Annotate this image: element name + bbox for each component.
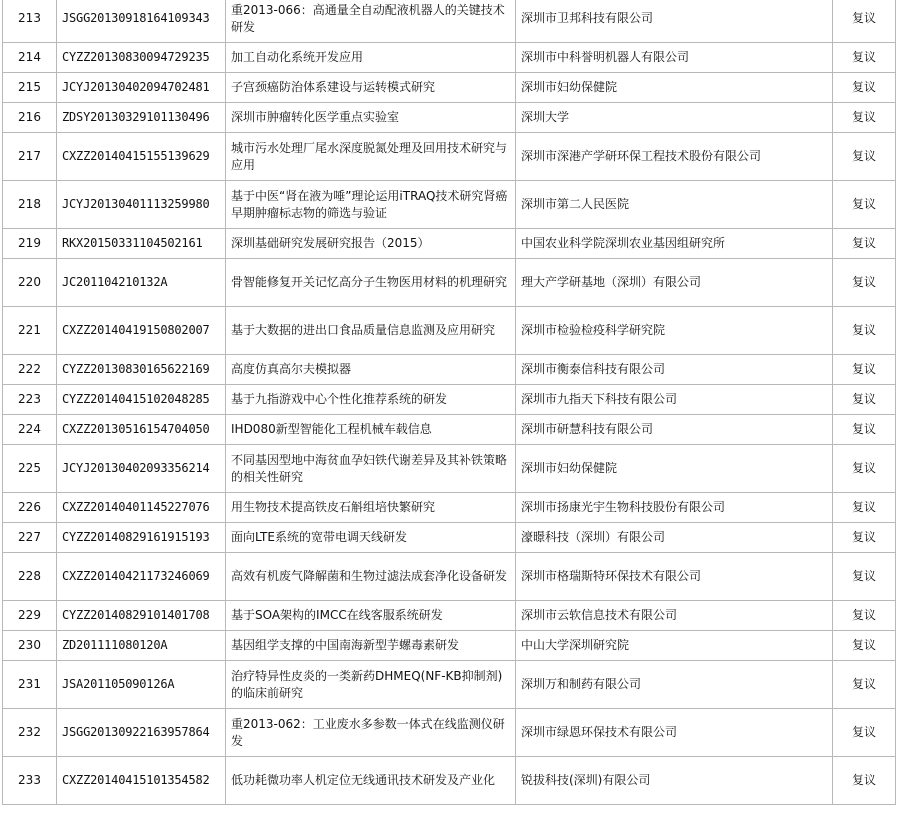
table-row <box>3 259 896 307</box>
table-row <box>3 601 896 631</box>
table-row <box>3 523 896 553</box>
organization-name: 濠暻科技（深圳）有限公司 <box>516 523 833 553</box>
review-result: 复议 <box>833 661 896 709</box>
project-title: 低功耗微功率人机定位无线通讯技术研发及产业化 <box>226 757 516 805</box>
review-result: 复议 <box>833 103 896 133</box>
project-code: RKX20150331104502161 <box>57 229 226 259</box>
project-code: CXZZ20140415101354582 <box>57 757 226 805</box>
review-result: 复议 <box>833 415 896 445</box>
project-title: 基于中医“肾在液为唾”理论运用iTRAQ技术研究肾癌早期肿瘤标志物的筛选与验证 <box>226 181 516 229</box>
review-result: 复议 <box>833 523 896 553</box>
table-body <box>3 0 896 805</box>
project-code: CXZZ20140419150802007 <box>57 307 226 355</box>
project-title: 基于SOA架构的IMCC在线客服系统研发 <box>226 601 516 631</box>
project-title: 深圳基础研究发展研究报告（2015） <box>226 229 516 259</box>
review-result: 复议 <box>833 601 896 631</box>
project-title: 骨智能修复开关记忆高分子生物医用材料的机理研究 <box>226 259 516 307</box>
review-result: 复议 <box>833 385 896 415</box>
project-code: JSGG20130922163957864 <box>57 709 226 757</box>
project-code: JCYJ20130402093356214 <box>57 445 226 493</box>
review-result: 复议 <box>833 259 896 307</box>
project-review-table <box>2 0 896 805</box>
organization-name: 深圳市研慧科技有限公司 <box>516 415 833 445</box>
review-result: 复议 <box>833 181 896 229</box>
organization-name: 中山大学深圳研究院 <box>516 631 833 661</box>
project-title: 基因组学支撑的中国南海新型芋螺毒素研发 <box>226 631 516 661</box>
project-title: 治疗特异性皮炎的一类新药DHMEQ(NF-KB抑制剂)的临床前研究 <box>226 661 516 709</box>
table-row <box>3 493 896 523</box>
organization-name: 深圳市妇幼保健院 <box>516 73 833 103</box>
row-number: 224 <box>3 415 57 445</box>
table-row <box>3 415 896 445</box>
review-result: 复议 <box>833 229 896 259</box>
row-number: 215 <box>3 73 57 103</box>
row-number: 218 <box>3 181 57 229</box>
review-result: 复议 <box>833 133 896 181</box>
project-title: 高效有机废气降解菌和生物过滤法成套净化设备研发 <box>226 553 516 601</box>
row-number: 232 <box>3 709 57 757</box>
organization-name: 深圳市深港产学研环保工程技术股份有限公司 <box>516 133 833 181</box>
organization-name: 深圳市妇幼保健院 <box>516 445 833 493</box>
row-number: 221 <box>3 307 57 355</box>
organization-name: 深圳市衡泰信科技有限公司 <box>516 355 833 385</box>
row-number: 216 <box>3 103 57 133</box>
table-row <box>3 307 896 355</box>
row-number: 227 <box>3 523 57 553</box>
row-number: 213 <box>3 0 57 43</box>
row-number: 214 <box>3 43 57 73</box>
row-number: 223 <box>3 385 57 415</box>
project-code: CXZZ20140421173246069 <box>57 553 226 601</box>
organization-name: 深圳市格瑞斯特环保技术有限公司 <box>516 553 833 601</box>
project-code: JCYJ20130401113259980 <box>57 181 226 229</box>
organization-name: 深圳市扬康光宇生物科技股份有限公司 <box>516 493 833 523</box>
row-number: 230 <box>3 631 57 661</box>
table-row <box>3 553 896 601</box>
review-result: 复议 <box>833 709 896 757</box>
organization-name: 深圳市九指天下科技有限公司 <box>516 385 833 415</box>
review-result: 复议 <box>833 757 896 805</box>
project-title: 基于九指游戏中心个性化推荐系统的研发 <box>226 385 516 415</box>
project-code: CYZZ20130830165622169 <box>57 355 226 385</box>
table-row <box>3 445 896 493</box>
table-row <box>3 229 896 259</box>
project-code: CXZZ20140401145227076 <box>57 493 226 523</box>
table-row <box>3 661 896 709</box>
review-result: 复议 <box>833 445 896 493</box>
row-number: 225 <box>3 445 57 493</box>
project-title: 重2013-062：工业废水多参数一体式在线监测仪研发 <box>226 709 516 757</box>
organization-name: 深圳市第二人民医院 <box>516 181 833 229</box>
table-row <box>3 133 896 181</box>
table-row <box>3 73 896 103</box>
row-number: 220 <box>3 259 57 307</box>
table-row <box>3 757 896 805</box>
row-number: 233 <box>3 757 57 805</box>
table-row <box>3 43 896 73</box>
review-result: 复议 <box>833 43 896 73</box>
review-result: 复议 <box>833 73 896 103</box>
project-title: 面向LTE系统的宽带电调天线研发 <box>226 523 516 553</box>
project-code: CXZZ20140415155139629 <box>57 133 226 181</box>
row-number: 228 <box>3 553 57 601</box>
project-title: 基于大数据的进出口食品质量信息监测及应用研究 <box>226 307 516 355</box>
review-result: 复议 <box>833 355 896 385</box>
project-code: CXZZ20130516154704050 <box>57 415 226 445</box>
table-row <box>3 181 896 229</box>
project-code: JC201104210132A <box>57 259 226 307</box>
project-title: 重2013-066：高通量全自动配液机器人的关键技术研发 <box>226 0 516 43</box>
project-code: JSA201105090126A <box>57 661 226 709</box>
project-title: 深圳市肿瘤转化医学重点实验室 <box>226 103 516 133</box>
organization-name: 深圳市中科誉明机器人有限公司 <box>516 43 833 73</box>
project-code: JSGG20130918164109343 <box>57 0 226 43</box>
table-row <box>3 103 896 133</box>
row-number: 217 <box>3 133 57 181</box>
review-result: 复议 <box>833 493 896 523</box>
project-code: CYZZ20140415102048285 <box>57 385 226 415</box>
project-title: IHD080新型智能化工程机械车载信息 <box>226 415 516 445</box>
table-row <box>3 709 896 757</box>
project-code: CYZZ20130830094729235 <box>57 43 226 73</box>
review-result: 复议 <box>833 307 896 355</box>
organization-name: 锐拔科技(深圳)有限公司 <box>516 757 833 805</box>
project-code: ZDSY20130329101130496 <box>57 103 226 133</box>
organization-name: 深圳大学 <box>516 103 833 133</box>
organization-name: 深圳市卫邦科技有限公司 <box>516 0 833 43</box>
table-row <box>3 355 896 385</box>
project-title: 城市污水处理厂尾水深度脱氮处理及回用技术研究与应用 <box>226 133 516 181</box>
organization-name: 深圳万和制药有限公司 <box>516 661 833 709</box>
review-result: 复议 <box>833 631 896 661</box>
project-code: CYZZ20140829161915193 <box>57 523 226 553</box>
review-result: 复议 <box>833 553 896 601</box>
organization-name: 深圳市绿恩环保技术有限公司 <box>516 709 833 757</box>
organization-name: 理大产学研基地（深圳）有限公司 <box>516 259 833 307</box>
row-number: 219 <box>3 229 57 259</box>
organization-name: 中国农业科学院深圳农业基因组研究所 <box>516 229 833 259</box>
row-number: 231 <box>3 661 57 709</box>
review-result: 复议 <box>833 0 896 43</box>
project-code: JCYJ20130402094702481 <box>57 73 226 103</box>
project-title: 加工自动化系统开发应用 <box>226 43 516 73</box>
project-title: 高度仿真高尔夫模拟器 <box>226 355 516 385</box>
table-row <box>3 0 896 43</box>
project-title: 用生物技术提高铁皮石斛组培快繁研究 <box>226 493 516 523</box>
project-title: 不同基因型地中海贫血孕妇铁代谢差异及其补铁策略的相关性研究 <box>226 445 516 493</box>
row-number: 226 <box>3 493 57 523</box>
table-row <box>3 385 896 415</box>
organization-name: 深圳市云软信息技术有限公司 <box>516 601 833 631</box>
project-code: CYZZ20140829101401708 <box>57 601 226 631</box>
table-row <box>3 631 896 661</box>
project-code: ZD201111080120A <box>57 631 226 661</box>
row-number: 229 <box>3 601 57 631</box>
organization-name: 深圳市检验检疫科学研究院 <box>516 307 833 355</box>
row-number: 222 <box>3 355 57 385</box>
project-title: 子宫颈癌防治体系建设与运转模式研究 <box>226 73 516 103</box>
